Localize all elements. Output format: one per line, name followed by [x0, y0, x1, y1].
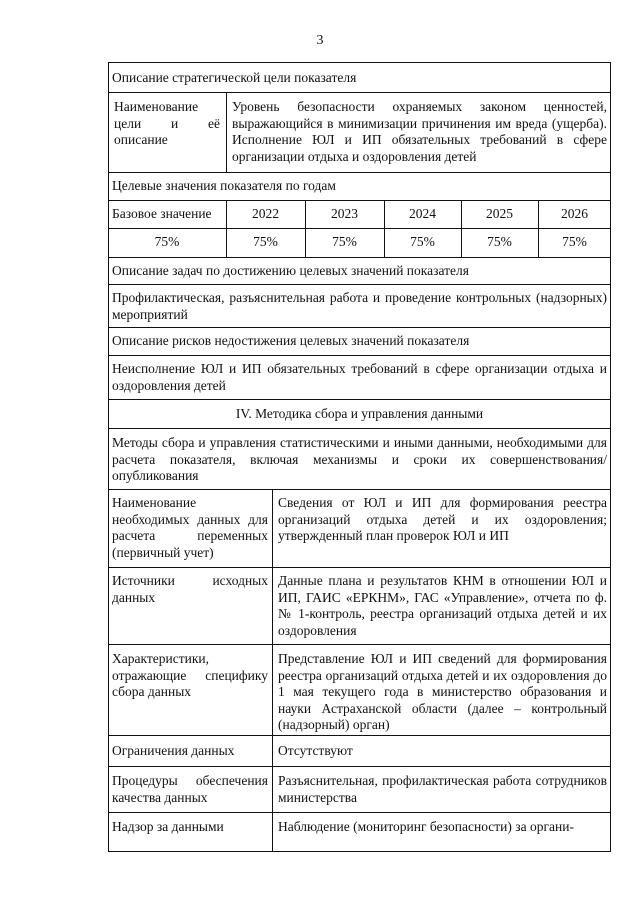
data-row-value: Отсутствуют — [278, 743, 353, 758]
row-divider — [108, 428, 611, 429]
row-divider — [108, 567, 611, 568]
data-row-value: Наблюдение (мониторинг безопасности) за органи- — [278, 819, 574, 834]
page-number: 3 — [316, 33, 324, 48]
base-value: 75% — [154, 234, 180, 249]
row-divider — [108, 489, 611, 490]
year-2025: 2025 — [486, 206, 513, 221]
row-divider — [108, 92, 611, 93]
data-row-label: Наименование необходимых данных для расчета переменных (первичный учет) — [112, 495, 268, 560]
row-divider — [108, 735, 611, 736]
methods-text: Методы сбора и управления статистическими и иными данными, необходимыми для расчета показателя, включая механизмы и сроки их совершенствования/опубликования — [112, 435, 607, 483]
year-2024: 2024 — [409, 206, 436, 221]
year-2023: 2023 — [331, 206, 358, 221]
row-divider — [108, 200, 611, 201]
data-row-label: Характеристики, отражающие специфику сбора данных — [112, 651, 268, 699]
row-divider — [108, 644, 611, 645]
strategic-goal-header: Описание стратегической цели показателя — [112, 70, 357, 85]
row-divider — [108, 284, 611, 285]
row-divider — [108, 399, 611, 400]
value-2023: 75% — [332, 234, 357, 249]
base-value-label: Базовое значение — [112, 206, 212, 221]
row-divider — [108, 812, 611, 813]
risks-header: Описание рисков недостижения целевых значений показателя — [112, 333, 470, 348]
row-divider — [108, 327, 611, 328]
row-divider — [108, 257, 611, 258]
value-2025: 75% — [487, 234, 512, 249]
goal-text: Уровень безопасности охраняемых законом ценностей, выражающийся в минимизации причинения им вреда (ущерба). Исполнение ЮЛ и ИП обязательных требований в сфере организации отдыха и оздоровления детей — [232, 99, 607, 164]
value-2024: 75% — [410, 234, 435, 249]
risks-text: Неисполнение ЮЛ и ИП обязательных требований в сфере организации отдыха и оздоровления детей — [112, 361, 607, 393]
row-divider — [108, 355, 611, 356]
row-divider — [108, 228, 611, 229]
tasks-header: Описание задач по достижению целевых значений показателя — [112, 263, 469, 278]
row-divider — [108, 172, 611, 173]
data-row-value: Разъяснительная, профилактическая работа сотрудников министерства — [278, 773, 607, 805]
row-divider — [108, 766, 611, 767]
data-row-value: Сведения от ЮЛ и ИП для формирования реестра организаций отдыха детей и их оздоровления; утвержденный план проверок ЮЛ и ИП — [278, 495, 607, 543]
section-title: IV. Методика сбора и управления данными — [235, 406, 484, 421]
column-divider — [272, 489, 273, 852]
value-2022: 75% — [253, 234, 278, 249]
data-row-label: Процедуры обеспечения качества данных — [112, 773, 268, 805]
data-row-label: Источники исходных данных — [112, 573, 268, 605]
data-row-value: Представление ЮЛ и ИП сведений для формирования реестра организаций отдыха детей и их оздоровления до 1 мая текущего года в министерство образования и науки Астраханской области (далее – контрольный (надзорный) орган) — [278, 651, 607, 732]
year-2022: 2022 — [252, 206, 279, 221]
goal-label: Наименование цели и её описание — [114, 99, 220, 147]
data-row-label: Ограничения данных — [112, 743, 235, 758]
data-row-label: Надзор за данными — [112, 819, 224, 834]
column-divider — [226, 92, 227, 172]
year-2026: 2026 — [561, 206, 588, 221]
tasks-text: Профилактическая, разъяснительная работа и проведение контрольных (надзорных) мероприятий — [112, 290, 607, 322]
data-row-value: Данные плана и результатов КНМ в отношении ЮЛ и ИП, ГАИС «ЕРКНМ», ГАС «Управление», отчета по ф. № 1-контроль, реестра организаций отдыха детей и их оздоровления — [278, 573, 607, 638]
value-2026: 75% — [562, 234, 587, 249]
targets-header: Целевые значения показателя по годам — [112, 178, 336, 193]
